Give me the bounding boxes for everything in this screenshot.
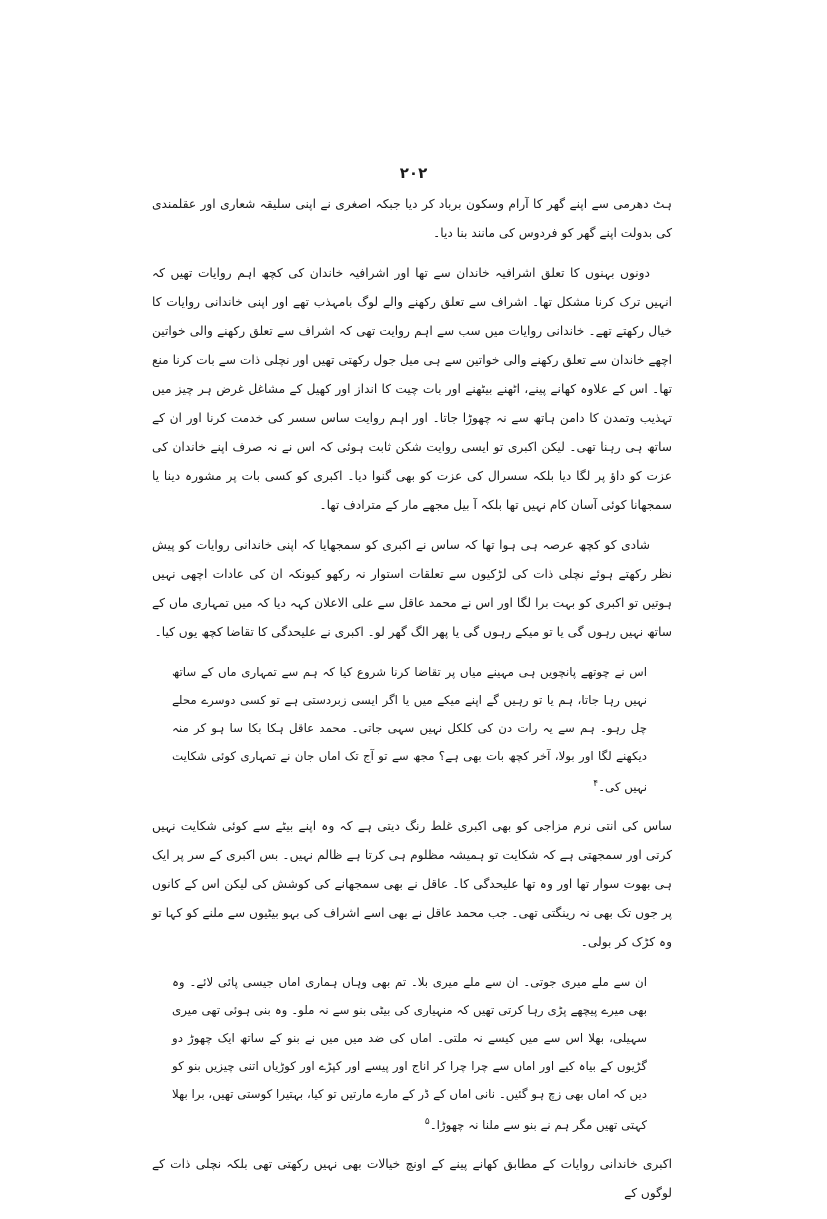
page-number: ۲۰۲ — [399, 164, 428, 182]
quotation-1 — [152, 658, 672, 801]
paragraph-3: شادی کو کچھ عرصہ ہی ہوا تھا کہ ساس نے اکبری کو سمجھایا کہ اپنی خاندانی روایات کو پیش نظر رکھتے ہوئے نچلی ذات کی لڑکیوں سے تعلقات استوار نہ رکھو کیونکہ ان کی عادات اچھی نہیں ہوتیں تو اکبری کو بہت برا لگا اور اس نے محمد عاقل سے علی الاعلان کہہ دیا کہ میں تمہاری ماں کے ساتھ نہیں رہوں گی یا تو میکے رہوں گی یا پھر الگ گھر لو۔ اکبری نے علیحدگی کا تقاضا کچھ یوں کیا۔ — [152, 538, 672, 639]
quotation-2-text: ان سے ملے میری جوتی۔ ان سے ملے میری بلا۔ تم بھی وہاں ہماری اماں جیسی پائی لائے۔ وہ بھی میرے پیچھے پڑی رہا کرتی تھیں کہ منہیاری کی بیٹی بنو سے نہ ملو۔ وہ بنی ہوئی تھی میری سہیلی، بھلا اس سے میں کیسے نہ ملتی۔ اماں کی ضد میں میں نے بنو کے ساتھ ایک چھوڑ دو گڑیوں کے بیاہ کیے اور اماں سے چرا چرا کر اناج اور پیسے اور کپڑے اور کوڑیاں اتنی چیزیں بنو کو دیں کہ اماں بھی زچ ہو گئیں۔ نانی اماں کے ڈر کے مارے مارتیں تو کیا، بہتیرا کوستی تھیں، برا بھلا کہتی تھیں مگر ہم نے بنو سے ملنا نہ چھوڑا۔ — [172, 974, 647, 1132]
quotation-1-text: اس نے چوتھے پانچویں ہی مہینے میاں پر تقاضا کرنا شروع کیا کہ ہم سے تمہاری ماں کے ساتھ نہیں رہا جاتا، ہم یا تو رہیں گے اپنے میکے میں یا اگر ایسی زبردستی ہے تو کسی دوسرے محلے چل رہو۔ ہم سے یہ رات دن کی کلکل نہیں سہی جاتی۔ محمد عاقل ہکا بکا سا ہو کر منہ دیکھنے لگا اور بولا، آخر کچھ بات بھی ہے؟ مجھ سے تو آج تک اماں جان نے تمہاری کوئی شکایت نہیں کی۔ — [172, 665, 647, 794]
quotation-2 — [152, 968, 672, 1139]
paragraph-4: ساس کی انتی نرم مزاجی کو بھی اکبری غلط رنگ دیتی ہے کہ وہ اپنے بیٹے سے کوئی شکایت نہیں کرتی اور سمجھتی ہے کہ شکایت تو ہمیشہ مظلوم ہی کرتا ہے ظالم نہیں۔ بس اکبری کے سر پر ایک ہی بھوت سوار تھا اور وہ تھا علیحدگی کا۔ عاقل نے بھی سمجھانے کی کوشش کی لیکن اس کے کانوں پر جوں تک بھی نہ رینگتی تھی۔ جب محمد عاقل نے بھی اسے اشراف کی بہو بیٹیوں سے ملنے کو کہا تو وہ کڑک کر بولی۔ — [152, 818, 672, 949]
paragraph-2: دونوں بہنوں کا تعلق اشرافیہ خاندان سے تھا اور اشرافیہ خاندان کی کچھ اہم روایات تھیں کہ انہیں ترک کرنا مشکل تھا۔ اشراف سے تعلق رکھنے والے لوگ بامہذب تھے اور اپنی خاندانی روایات کا خیال رکھتے تھے۔ خاندانی روایات میں سب سے اہم روایت تھی کہ اشراف سے تعلق رکھنے والی خواتین اچھے خاندان سے تعلق رکھنے والی خواتین سے ہی میل جول رکھتی تھیں اور نچلی ذات سے بات کرنا منع تھا۔ اس کے علاوہ کھانے پینے، اٹھنے بیٹھنے اور بات چیت کا انداز اور کھیل کے مشاغل غرض ہر چیز میں تہذیب وتمدن کا دامن ہاتھ سے نہ چھوڑا جاتا۔ اور اہم روایت ساس سسر کی خدمت کرنا اور ان کے ساتھ ہی رہنا تھی۔ لیکن اکبری تو ایسی روایت شکن ثابت ہوئی کہ اس نے نہ صرف اپنے خاندان کی عزت کو داؤ پر لگا دیا بلکہ سسرال کی عزت کو بھی گنوا دیا۔ اکبری کو کسی بات پر مشورہ دینا یا سمجھانا کوئی آسان کام نہیں تھا بلکہ آ بیل مجھے مار کے مترادف تھا۔ — [152, 266, 672, 512]
footnote-marker-4: ۴ — [593, 779, 599, 789]
footnote-marker-5: ۵ — [424, 1116, 430, 1127]
page-body — [152, 190, 672, 1219]
paragraph-1: ہٹ دھرمی سے اپنے گھر کا آرام وسکون برباد کر دیا جبکہ اصغری نے اپنی سلیقہ شعاری اور عقلمندی کی بدولت اپنے گھر کو فردوس کی مانند بنا دیا۔ — [152, 197, 672, 240]
paragraph-5: اکبری خاندانی روایات کے مطابق کھانے پینے کے اونچ خیالات بھی نہیں رکھتی تھی بلکہ نچلی ذات کے لوگوں کے — [152, 1156, 672, 1200]
